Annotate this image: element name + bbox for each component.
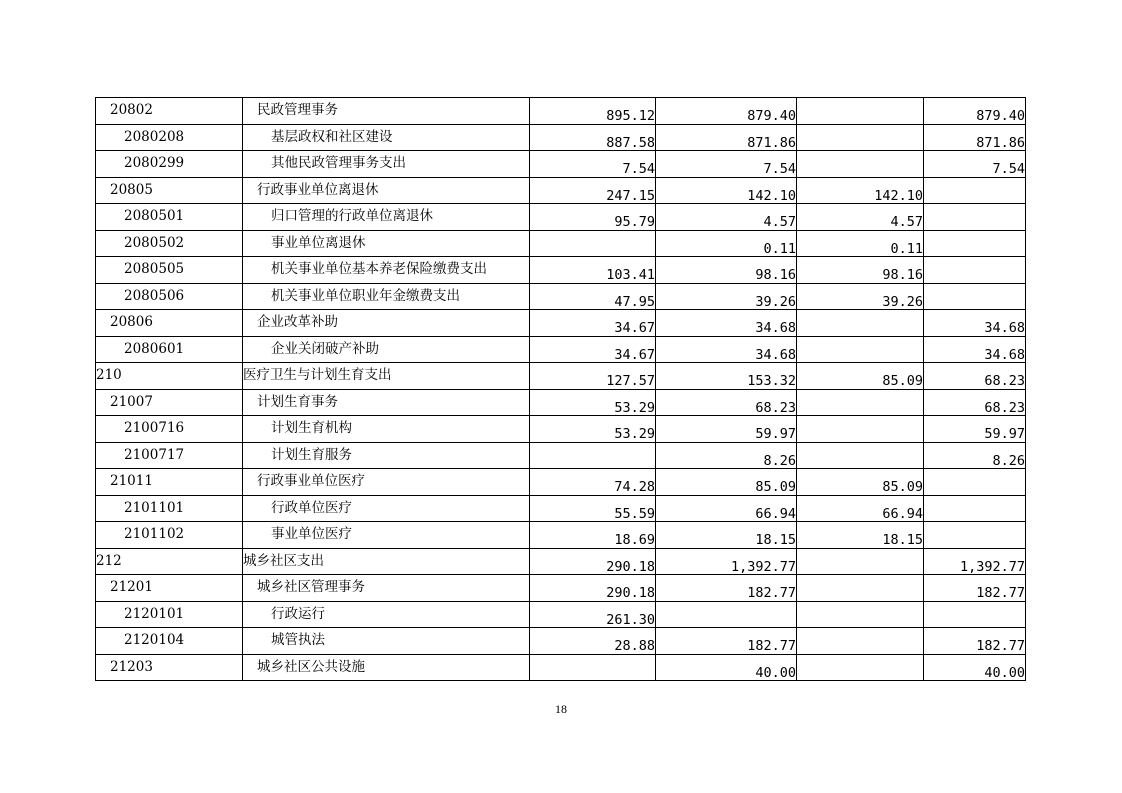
subject-code-cell: 2120101 — [96, 601, 243, 628]
amount-cell-2: 98.16 — [656, 257, 797, 284]
subject-name-cell: 归口管理的行政单位离退休 — [243, 204, 530, 231]
amount-cell-2: 8.26 — [656, 442, 797, 469]
amount-cell-2: 1,392.77 — [656, 548, 797, 575]
subject-name-cell: 计划生育服务 — [243, 442, 530, 469]
subject-code-cell: 2100716 — [96, 416, 243, 443]
amount-cell-4: 68.23 — [924, 363, 1026, 390]
amount-cell-4: 34.68 — [924, 336, 1026, 363]
subject-name-cell: 企业关闭破产补助 — [243, 336, 530, 363]
subject-code-cell: 2080208 — [96, 124, 243, 151]
amount-cell-4: 871.86 — [924, 124, 1026, 151]
amount-cell-3: 66.94 — [797, 495, 924, 522]
table-row — [96, 230, 1026, 257]
amount-cell-3: 39.26 — [797, 283, 924, 310]
amount-cell-1: 127.57 — [530, 363, 656, 390]
table-row — [96, 654, 1026, 681]
subject-name-cell: 事业单位医疗 — [243, 522, 530, 549]
amount-cell-3 — [797, 389, 924, 416]
table-row — [96, 628, 1026, 655]
amount-cell-2: 0.11 — [656, 230, 797, 257]
subject-name-cell: 行政事业单位离退休 — [243, 177, 530, 204]
amount-cell-3 — [797, 98, 924, 125]
subject-code-cell: 2101102 — [96, 522, 243, 549]
amount-cell-3 — [797, 151, 924, 178]
subject-code-cell: 2101101 — [96, 495, 243, 522]
amount-cell-2: 59.97 — [656, 416, 797, 443]
amount-cell-1: 18.69 — [530, 522, 656, 549]
subject-code-cell: 2120104 — [96, 628, 243, 655]
amount-cell-3 — [797, 442, 924, 469]
amount-cell-3: 4.57 — [797, 204, 924, 231]
amount-cell-4 — [924, 522, 1026, 549]
amount-cell-3 — [797, 628, 924, 655]
table-row — [96, 495, 1026, 522]
amount-cell-1 — [530, 442, 656, 469]
table-row — [96, 204, 1026, 231]
subject-name-cell: 城管执法 — [243, 628, 530, 655]
subject-code-cell: 2080502 — [96, 230, 243, 257]
amount-cell-4 — [924, 495, 1026, 522]
page-number: 18 — [555, 702, 567, 716]
amount-cell-1: 290.18 — [530, 575, 656, 602]
subject-name-cell: 计划生育事务 — [243, 389, 530, 416]
amount-cell-3: 85.09 — [797, 363, 924, 390]
subject-name-cell: 城乡社区管理事务 — [243, 575, 530, 602]
table-row — [96, 575, 1026, 602]
amount-cell-3: 0.11 — [797, 230, 924, 257]
subject-name-cell: 企业改革补助 — [243, 310, 530, 337]
subject-name-cell: 行政运行 — [243, 601, 530, 628]
subject-name-cell: 基层政权和社区建设 — [243, 124, 530, 151]
amount-cell-1: 261.30 — [530, 601, 656, 628]
subject-name-cell: 民政管理事务 — [243, 98, 530, 125]
table-row — [96, 601, 1026, 628]
amount-cell-2: 871.86 — [656, 124, 797, 151]
budget-table-body — [96, 98, 1026, 681]
amount-cell-1: 887.58 — [530, 124, 656, 151]
subject-code-cell: 2080299 — [96, 151, 243, 178]
amount-cell-1: 55.59 — [530, 495, 656, 522]
table-row — [96, 416, 1026, 443]
amount-cell-2: 39.26 — [656, 283, 797, 310]
amount-cell-1: 53.29 — [530, 416, 656, 443]
table-row — [96, 363, 1026, 390]
amount-cell-2: 34.68 — [656, 336, 797, 363]
amount-cell-4: 8.26 — [924, 442, 1026, 469]
subject-code-cell: 21011 — [96, 469, 243, 496]
amount-cell-3: 142.10 — [797, 177, 924, 204]
amount-cell-4: 68.23 — [924, 389, 1026, 416]
amount-cell-4: 1,392.77 — [924, 548, 1026, 575]
amount-cell-1: 74.28 — [530, 469, 656, 496]
amount-cell-3: 18.15 — [797, 522, 924, 549]
amount-cell-2: 85.09 — [656, 469, 797, 496]
amount-cell-3: 85.09 — [797, 469, 924, 496]
amount-cell-4 — [924, 601, 1026, 628]
table-row — [96, 124, 1026, 151]
amount-cell-1: 290.18 — [530, 548, 656, 575]
table-row — [96, 151, 1026, 178]
amount-cell-4: 182.77 — [924, 575, 1026, 602]
amount-cell-4: 34.68 — [924, 310, 1026, 337]
amount-cell-4 — [924, 230, 1026, 257]
subject-name-cell: 计划生育机构 — [243, 416, 530, 443]
amount-cell-1: 34.67 — [530, 310, 656, 337]
amount-cell-1: 95.79 — [530, 204, 656, 231]
subject-code-cell: 20802 — [96, 98, 243, 125]
subject-code-cell: 21007 — [96, 389, 243, 416]
table-row — [96, 257, 1026, 284]
subject-code-cell: 21203 — [96, 654, 243, 681]
subject-code-cell: 212 — [96, 548, 243, 575]
amount-cell-4: 40.00 — [924, 654, 1026, 681]
amount-cell-1: 7.54 — [530, 151, 656, 178]
subject-name-cell: 机关事业单位职业年金缴费支出 — [243, 283, 530, 310]
amount-cell-3 — [797, 124, 924, 151]
amount-cell-1: 103.41 — [530, 257, 656, 284]
amount-cell-1: 34.67 — [530, 336, 656, 363]
amount-cell-2: 34.68 — [656, 310, 797, 337]
amount-cell-4 — [924, 177, 1026, 204]
subject-name-cell: 行政事业单位医疗 — [243, 469, 530, 496]
amount-cell-2: 142.10 — [656, 177, 797, 204]
amount-cell-2: 68.23 — [656, 389, 797, 416]
table-row — [96, 336, 1026, 363]
subject-name-cell: 机关事业单位基本养老保险缴费支出 — [243, 257, 530, 284]
subject-code-cell: 2100717 — [96, 442, 243, 469]
amount-cell-1: 247.15 — [530, 177, 656, 204]
table-row — [96, 548, 1026, 575]
table-row — [96, 389, 1026, 416]
amount-cell-4 — [924, 469, 1026, 496]
amount-cell-1 — [530, 230, 656, 257]
subject-name-cell: 城乡社区公共设施 — [243, 654, 530, 681]
amount-cell-3: 98.16 — [797, 257, 924, 284]
amount-cell-3 — [797, 654, 924, 681]
subject-name-cell: 医疗卫生与计划生育支出 — [243, 363, 530, 390]
table-row — [96, 283, 1026, 310]
table-row — [96, 177, 1026, 204]
amount-cell-4: 879.40 — [924, 98, 1026, 125]
subject-code-cell: 2080601 — [96, 336, 243, 363]
amount-cell-2: 153.32 — [656, 363, 797, 390]
amount-cell-2: 4.57 — [656, 204, 797, 231]
amount-cell-2: 182.77 — [656, 628, 797, 655]
subject-code-cell: 20805 — [96, 177, 243, 204]
subject-name-cell: 城乡社区支出 — [243, 548, 530, 575]
amount-cell-3 — [797, 575, 924, 602]
amount-cell-3 — [797, 310, 924, 337]
subject-name-cell: 行政单位医疗 — [243, 495, 530, 522]
amount-cell-4: 7.54 — [924, 151, 1026, 178]
amount-cell-1 — [530, 654, 656, 681]
table-row — [96, 522, 1026, 549]
amount-cell-3 — [797, 336, 924, 363]
amount-cell-1: 53.29 — [530, 389, 656, 416]
amount-cell-1: 28.88 — [530, 628, 656, 655]
amount-cell-4: 182.77 — [924, 628, 1026, 655]
table-row — [96, 98, 1026, 125]
amount-cell-2: 182.77 — [656, 575, 797, 602]
subject-code-cell: 2080501 — [96, 204, 243, 231]
subject-code-cell: 21201 — [96, 575, 243, 602]
amount-cell-3 — [797, 416, 924, 443]
amount-cell-3 — [797, 601, 924, 628]
amount-cell-1: 47.95 — [530, 283, 656, 310]
subject-code-cell: 2080506 — [96, 283, 243, 310]
amount-cell-2: 879.40 — [656, 98, 797, 125]
budget-table — [95, 97, 1026, 681]
subject-name-cell: 事业单位离退休 — [243, 230, 530, 257]
table-row — [96, 442, 1026, 469]
amount-cell-4 — [924, 257, 1026, 284]
amount-cell-2 — [656, 601, 797, 628]
amount-cell-2: 66.94 — [656, 495, 797, 522]
amount-cell-4: 59.97 — [924, 416, 1026, 443]
subject-code-cell: 2080505 — [96, 257, 243, 284]
subject-code-cell: 20806 — [96, 310, 243, 337]
subject-name-cell: 其他民政管理事务支出 — [243, 151, 530, 178]
subject-code-cell: 210 — [96, 363, 243, 390]
amount-cell-2: 7.54 — [656, 151, 797, 178]
amount-cell-2: 18.15 — [656, 522, 797, 549]
amount-cell-3 — [797, 548, 924, 575]
table-row — [96, 469, 1026, 496]
amount-cell-4 — [924, 283, 1026, 310]
table-row — [96, 310, 1026, 337]
amount-cell-1: 895.12 — [530, 98, 656, 125]
amount-cell-4 — [924, 204, 1026, 231]
amount-cell-2: 40.00 — [656, 654, 797, 681]
